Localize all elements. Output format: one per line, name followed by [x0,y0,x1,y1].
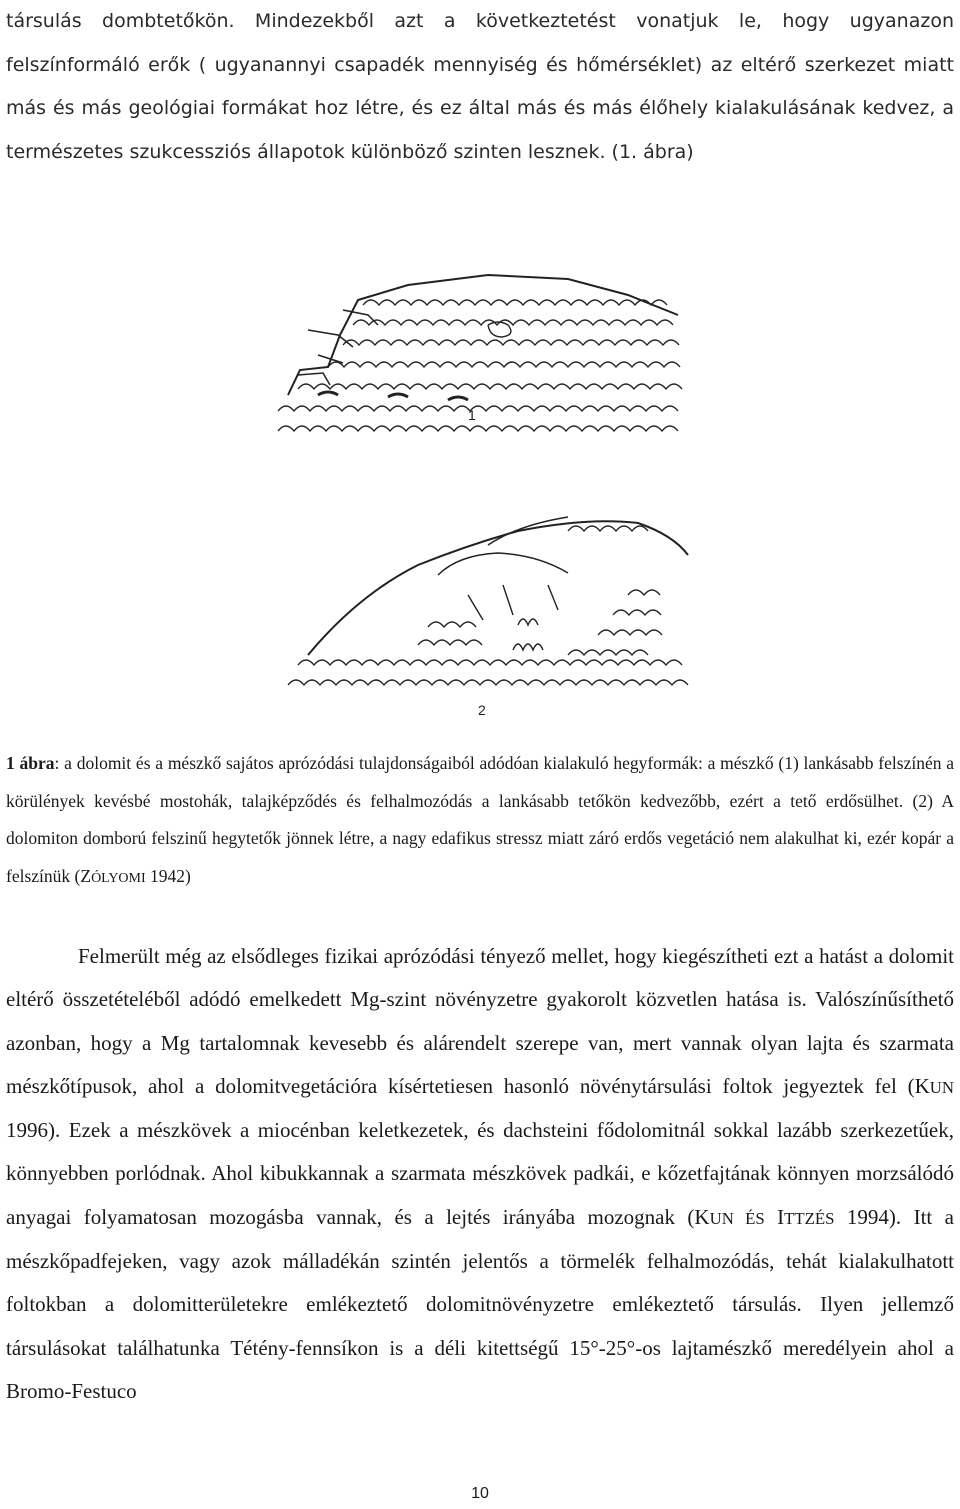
page-number: 10 [471,1485,489,1502]
cite2-mid: I [764,1204,785,1229]
paragraph-main [6,935,954,1413]
cite2-rest2: TTZÉS [784,1208,835,1228]
caption-cite-first: Z [80,865,92,886]
cite1-first: K [914,1073,930,1098]
caption-label: 1 ábra [6,753,55,773]
paragraph-main-text-3: Itt a mészkőpadfejeken, vagy azok málladékán szintén jelentős a törmelék felhalmozódás, tehát kialakulhatott foltokban a dolomitterületekre emlékeztető dolomitnövényzetre emlékeztető társulás. Ilyen jellemző társulásokat találhatunka Tétény-fennsíkon is a déli kitettségű 15°-25°-os lajtamészkő meredélyein ahol a Bromo-Festuco [6,1204,954,1403]
cite2-rest: UN ÉS [709,1208,765,1228]
figure-caption [6,745,954,897]
paragraph-main-text-2: Ezek a mészkövek a miocénban keletkezetek, és dachsteini fődolomitnál sokkal lazább szerkezetűek, könnyebben porlódnak. Ahol kibukkannak a szarmata mészkövek padkái, e kőzetfajtának könnyen morzsálódó anyagai folyamatosan mozogásba vannak, és a lejtés irányába mozognak ( [6,1118,954,1229]
cite1-rest: UN [929,1077,954,1097]
paragraph-top: társulás dombtetőkön. Mindezekből azt a következtetést vonatjuk le, hogy ugyanazon felszínformáló erők ( ugyanannyi csapadék mennyiség és hőmérséklet) az eltérő szerkezet miatt más és más geológiai formákat hoz létre, és ez által más és más élőhely kialakulásának kedvez, a természetes szukcessziós állapotok különböző szinten lesznek. (1. ábra) [6,10,954,163]
paragraph-main-text-1: Felmerült még az elsődleges fizikai aprózódási tényező mellet, hogy kiegészítheti ezt a hatást a dolomit eltérő összetételéből adódó emelkedett Mg-szint növényzetre gyakorolt közvetlen hatása is. Valószínűsíthető azonban, hogy a Mg tartalomnak kevesebb és alárendelt szerepe van, mert vannak olyan lajta és szarmata mészkőtípusok, ahol a dolomitvegetációra kísértetiesen hasonló növénytársulási foltok jegyeztek fel ( [6,944,954,1098]
figure-label-1: 1 [468,407,476,423]
caption-text: : a dolomit és a mészkő sajátos aprózódási tulajdonságaiból adódóan kialakuló hegyformák: a mészkő (1) lankásabb felszínén a körülények kevésbé mostohák, talajképződés és felhalmozódás a lankásabb tetőkön kedvezőbb, ezért a tető erdősülhet. (2) A dolomiton domború felszinű hegytetők jönnek létre, a nagy edafikus stressz miatt záró erdős vegetáció nem alakulhat ki, ezér kopár a felszínük ( [6,753,955,886]
cite1-year: 1996). [6,1118,61,1143]
landform-illustration [268,255,692,715]
landform-figure [268,255,692,715]
cite2-year: 1994). [834,1204,902,1229]
caption-cite-rest: ÓLYOMI [91,870,146,886]
caption-cite-year: 1942) [145,865,191,886]
figure-label-2: 2 [478,702,486,715]
cite2-first: K [694,1204,710,1229]
